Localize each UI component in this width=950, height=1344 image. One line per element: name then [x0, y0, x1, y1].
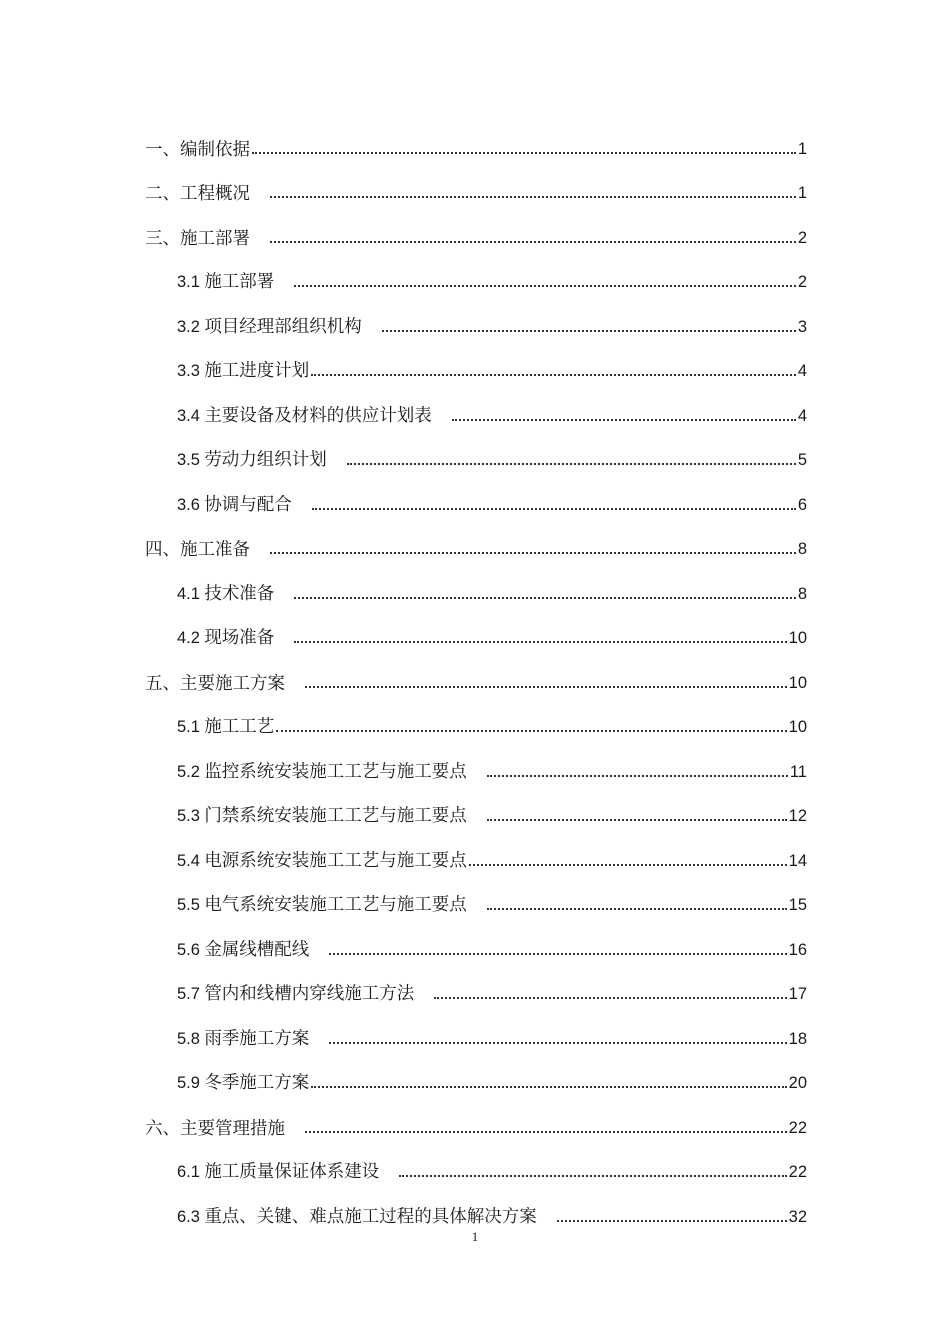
toc-entry[interactable]	[145, 249, 807, 294]
toc-entry-title	[177, 938, 329, 961]
toc-entry-number: 3.1	[177, 273, 200, 291]
toc-dot-leader	[382, 330, 796, 332]
toc-entry-page: 16	[788, 940, 807, 959]
toc-entry-text: 一、编制依据	[145, 138, 250, 159]
toc-entry-title	[177, 849, 469, 872]
toc-entry[interactable]	[145, 115, 807, 160]
table-of-contents	[145, 115, 807, 1228]
toc-entry-page: 5	[797, 451, 807, 469]
toc-entry[interactable]	[145, 382, 807, 427]
toc-entry-title	[177, 893, 487, 916]
toc-entry-page: 6	[797, 495, 807, 514]
toc-entry-text: 主要设备及材料的供应计划表	[204, 404, 432, 425]
toc-entry[interactable]	[145, 516, 807, 561]
toc-entry-text: 重点、关键、难点施工过程的具体解决方案	[204, 1205, 537, 1226]
toc-entry[interactable]	[145, 1094, 807, 1139]
toc-dot-leader	[312, 508, 796, 510]
toc-dot-leader	[487, 819, 787, 821]
toc-entry-page: 11	[789, 762, 807, 781]
toc-entry-title	[177, 1205, 557, 1228]
toc-entry-number: 5.6	[177, 940, 200, 959]
toc-entry[interactable]	[145, 783, 807, 828]
toc-entry[interactable]	[145, 338, 807, 383]
toc-entry-title	[177, 982, 434, 1005]
toc-entry-text: 四、施工准备	[145, 539, 250, 559]
toc-entry-text: 雨季施工方案	[204, 1027, 310, 1048]
toc-entry-page: 8	[797, 584, 807, 603]
toc-entry-title	[177, 493, 312, 516]
toc-entry-text: 门禁系统安装施工工艺与施工要点	[204, 805, 467, 825]
toc-dot-leader	[311, 1086, 786, 1088]
toc-entry[interactable]	[145, 872, 807, 917]
toc-entry-text: 施工质量保证体系建设	[204, 1161, 380, 1181]
toc-entry-page: 3	[797, 317, 807, 336]
toc-entry-number: 3.6	[177, 495, 200, 514]
toc-entry-text: 二、工程概况	[145, 183, 250, 203]
toc-dot-leader	[270, 241, 796, 243]
toc-dot-leader	[270, 196, 796, 198]
toc-entry-page: 10	[788, 718, 807, 736]
toc-entry[interactable]	[145, 649, 807, 694]
toc-entry-page: 20	[788, 1074, 807, 1092]
toc-entry-text: 管内和线槽内穿线施工方法	[204, 983, 415, 1003]
toc-entry-title	[177, 1027, 329, 1050]
toc-entry-page: 2	[797, 273, 807, 291]
toc-dot-leader	[294, 641, 786, 643]
toc-entry-page: 12	[788, 807, 807, 825]
toc-entry-text: 三、施工部署	[145, 227, 250, 248]
toc-entry-text: 电气系统安装施工工艺与施工要点	[204, 894, 467, 914]
toc-dot-leader	[347, 463, 796, 465]
toc-entry-title	[177, 582, 294, 605]
toc-entry[interactable]	[145, 471, 807, 516]
toc-entry-title	[177, 404, 452, 427]
toc-entry-title	[177, 1160, 399, 1183]
toc-entry[interactable]	[145, 293, 807, 338]
toc-entry[interactable]	[145, 1139, 807, 1184]
toc-entry-title	[145, 182, 270, 204]
toc-entry-number: 5.3	[177, 807, 200, 825]
page-number: 1	[471, 1229, 479, 1244]
toc-entry-number: 5.8	[177, 1029, 200, 1048]
toc-entry-number: 6.1	[177, 1163, 200, 1181]
toc-entry[interactable]	[145, 694, 807, 739]
toc-entry-number: 5.5	[177, 896, 200, 914]
toc-entry-title	[177, 1071, 311, 1094]
toc-entry-number: 4.1	[177, 584, 200, 603]
toc-entry-page: 1	[797, 139, 807, 158]
toc-dot-leader	[487, 775, 788, 777]
toc-entry-number: 3.3	[177, 362, 200, 380]
toc-entry-title	[177, 804, 487, 827]
toc-entry-page: 4	[797, 406, 807, 425]
toc-dot-leader	[434, 997, 786, 999]
toc-entry-text: 监控系统安装施工工艺与施工要点	[204, 760, 467, 781]
toc-entry[interactable]	[145, 427, 807, 472]
toc-entry-text: 劳动力组织计划	[204, 449, 327, 469]
toc-entry[interactable]	[145, 961, 807, 1006]
toc-entry-number: 5.4	[177, 851, 200, 870]
toc-entry[interactable]	[145, 916, 807, 961]
toc-entry-title	[145, 1117, 305, 1139]
toc-entry-number: 4.2	[177, 629, 200, 647]
toc-entry[interactable]	[145, 560, 807, 605]
toc-entry-page: 18	[788, 1029, 807, 1048]
toc-entry-text: 项目经理部组织机构	[204, 315, 362, 336]
toc-entry-title	[145, 672, 305, 694]
toc-entry-page: 8	[797, 540, 807, 558]
toc-entry-page: 4	[797, 362, 807, 380]
toc-entry-title	[177, 359, 311, 382]
toc-dot-leader	[487, 908, 787, 910]
toc-dot-leader	[252, 152, 796, 154]
toc-entry-page: 17	[788, 985, 807, 1003]
toc-entry[interactable]	[145, 738, 807, 783]
toc-entry-text: 金属线槽配线	[204, 938, 310, 959]
toc-entry-title	[177, 315, 382, 338]
toc-entry-number: 3.2	[177, 317, 200, 336]
toc-entry-title	[145, 538, 270, 560]
toc-dot-leader	[311, 374, 796, 376]
toc-dot-leader	[276, 730, 786, 732]
toc-dot-leader	[329, 1042, 786, 1044]
toc-dot-leader	[294, 597, 796, 599]
toc-entry-page: 14	[788, 851, 807, 870]
toc-entry[interactable]	[145, 1050, 807, 1095]
toc-entry-text: 冬季施工方案	[204, 1072, 310, 1092]
toc-dot-leader	[469, 864, 787, 866]
toc-entry-page: 32	[788, 1207, 807, 1226]
toc-entry[interactable]	[145, 1183, 807, 1228]
toc-dot-leader	[329, 953, 786, 955]
toc-entry-title	[177, 760, 487, 783]
toc-dot-leader	[305, 1131, 787, 1133]
toc-entry-text: 现场准备	[204, 627, 275, 647]
toc-dot-leader	[294, 285, 796, 287]
toc-entry[interactable]	[145, 1005, 807, 1050]
toc-entry-page: 22	[788, 1163, 807, 1181]
toc-entry-text: 技术准备	[204, 582, 275, 603]
toc-entry-number: 3.5	[177, 451, 200, 469]
toc-entry-number: 5.2	[177, 762, 200, 781]
toc-entry-title	[145, 227, 270, 249]
toc-entry-title	[145, 138, 252, 160]
toc-entry-page: 1	[797, 184, 807, 202]
toc-entry-title	[177, 448, 347, 471]
toc-dot-leader	[270, 552, 796, 554]
toc-entry-text: 施工工艺	[204, 716, 275, 736]
toc-entry-text: 施工进度计划	[204, 360, 310, 380]
toc-entry[interactable]	[145, 827, 807, 872]
toc-entry-number: 5.1	[177, 718, 200, 736]
toc-entry[interactable]	[145, 605, 807, 650]
toc-entry-title	[177, 270, 294, 293]
toc-entry-text: 协调与配合	[204, 493, 292, 514]
toc-entry-text: 电源系统安装施工工艺与施工要点	[204, 849, 467, 870]
toc-entry-page: 2	[797, 228, 807, 247]
toc-entry-number: 6.3	[177, 1207, 200, 1226]
toc-entry-text: 施工部署	[204, 271, 275, 291]
toc-entry-number: 5.9	[177, 1074, 200, 1092]
toc-entry-number: 5.7	[177, 985, 200, 1003]
toc-dot-leader	[305, 686, 787, 688]
toc-entry-page: 15	[788, 896, 807, 914]
toc-entry-title	[177, 715, 276, 738]
toc-entry-title	[177, 626, 294, 649]
toc-entry-page: 10	[788, 673, 807, 692]
toc-entry-text: 六、主要管理措施	[145, 1117, 285, 1138]
toc-entry-number: 3.4	[177, 406, 200, 425]
toc-dot-leader	[399, 1175, 786, 1177]
toc-dot-leader	[557, 1220, 787, 1222]
toc-entry[interactable]	[145, 204, 807, 249]
toc-dot-leader	[452, 419, 796, 421]
toc-entry[interactable]	[145, 160, 807, 205]
toc-entry-page: 10	[788, 629, 807, 647]
toc-entry-page: 22	[788, 1118, 807, 1137]
toc-entry-text: 五、主要施工方案	[145, 672, 285, 693]
